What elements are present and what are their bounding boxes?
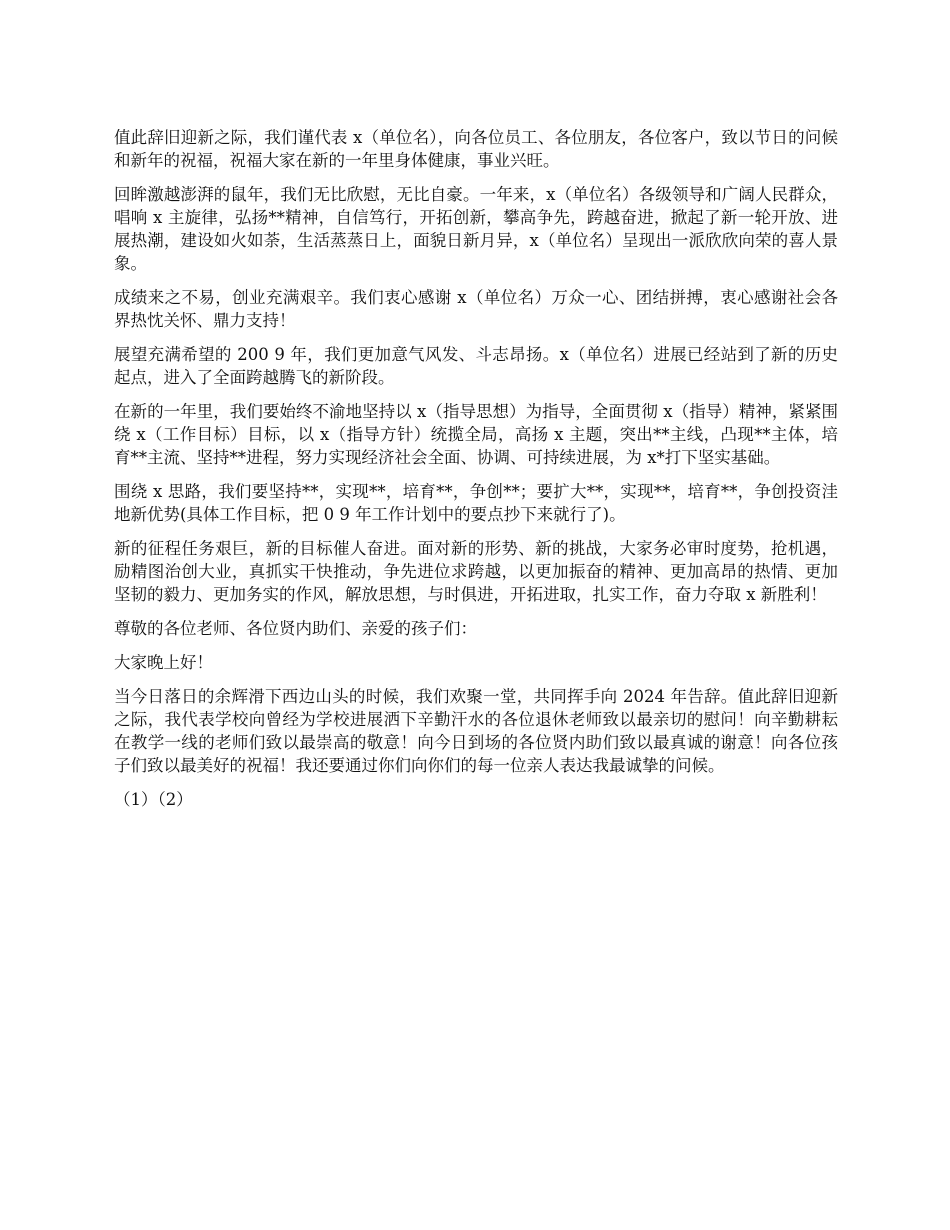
paragraph-10: 当今日落日的余辉滑下西边山头的时候，我们欢聚一堂，共同挥手向 2024 年告辞。值此辞旧迎新之际，我代表学校向曾经为学校进展洒下辛勤汗水的各位退休老师致以最亲切的慰问！向辛勤耕耘在教学一线的老师们致以最崇高的敬意！向今日到场的各位贤内助们致以最真诚的谢意！向各位孩子们致以最美好的祝福！我还要通过你们向你们的每一位亲人表达我最诚挚的问候。 xyxy=(114,687,838,775)
paragraph-2: 回眸激越澎湃的鼠年，我们无比欣慰，无比自豪。一年来，x（单位名）各级领导和广阔人民群众，唱响 x 主旋律，弘扬**精神，自信笃行，开拓创新，攀高争先，跨越奋进，掀起了新一轮开放、进展热潮，建设如火如荼，生活蒸蒸日上，面貌日新月异，x（单位名）呈现出一派欣欣向荣的喜人景象。 xyxy=(114,185,838,273)
paragraph-1: 值此辞旧迎新之际，我们谨代表 x（单位名），向各位员工、各位朋友，各位客户，致以节日的问候和新年的祝福，祝福大家在新的一年里身体健康，事业兴旺。 xyxy=(114,128,838,170)
paragraph-7: 新的征程任务艰巨，新的目标催人奋进。面对新的形势、新的挑战，大家务必审时度势，抢机遇，励精图治创大业，真抓实干快推动，争先进位求跨越，以更加振奋的精神、更加高昂的热情、更加坚韧的毅力、更加务实的作风，解放思想，与时俱进，开拓进取，扎实工作，奋力夺取 x 新胜利！ xyxy=(114,539,838,604)
paragraph-9: 大家晚上好！ xyxy=(114,653,213,672)
footer-note: （1）（2） xyxy=(114,790,193,809)
paragraph-4: 展望充满希望的 200 9 年，我们更加意气风发、斗志昂扬。x（单位名）进展已经站到了新的历史起点，进入了全面跨越腾飞的新阶段。 xyxy=(114,345,838,387)
paragraph-5: 在新的一年里，我们要始终不渝地坚持以 x（指导思想）为指导，全面贯彻 x（指导）精神，紧紧围绕 x（工作目标）目标，以 x（指导方针）统揽全局，高扬 x 主题，突出**主线，凸现**主体，培育**主流、坚持**进程，努力实现经济社会全面、协调、可持续进展，为 x*打下坚实基础。 xyxy=(114,402,838,467)
paragraph-8: 尊敬的各位老师、各位贤内助们、亲爱的孩子们： xyxy=(114,619,477,638)
paragraph-6: 围绕 x 思路，我们要坚持**，实现**，培育**，争创**；要扩大**，实现**，培育**，争创投资洼地新优势(具体工作目标，把 0 9 年工作计划中的要点抄下来就行了)。 xyxy=(114,482,838,524)
paragraph-3: 成绩来之不易，创业充满艰辛。我们衷心感谢 x（单位名）万众一心、团结拼搏，衷心感谢社会各界热忱关怀、鼎力支持！ xyxy=(114,288,838,330)
